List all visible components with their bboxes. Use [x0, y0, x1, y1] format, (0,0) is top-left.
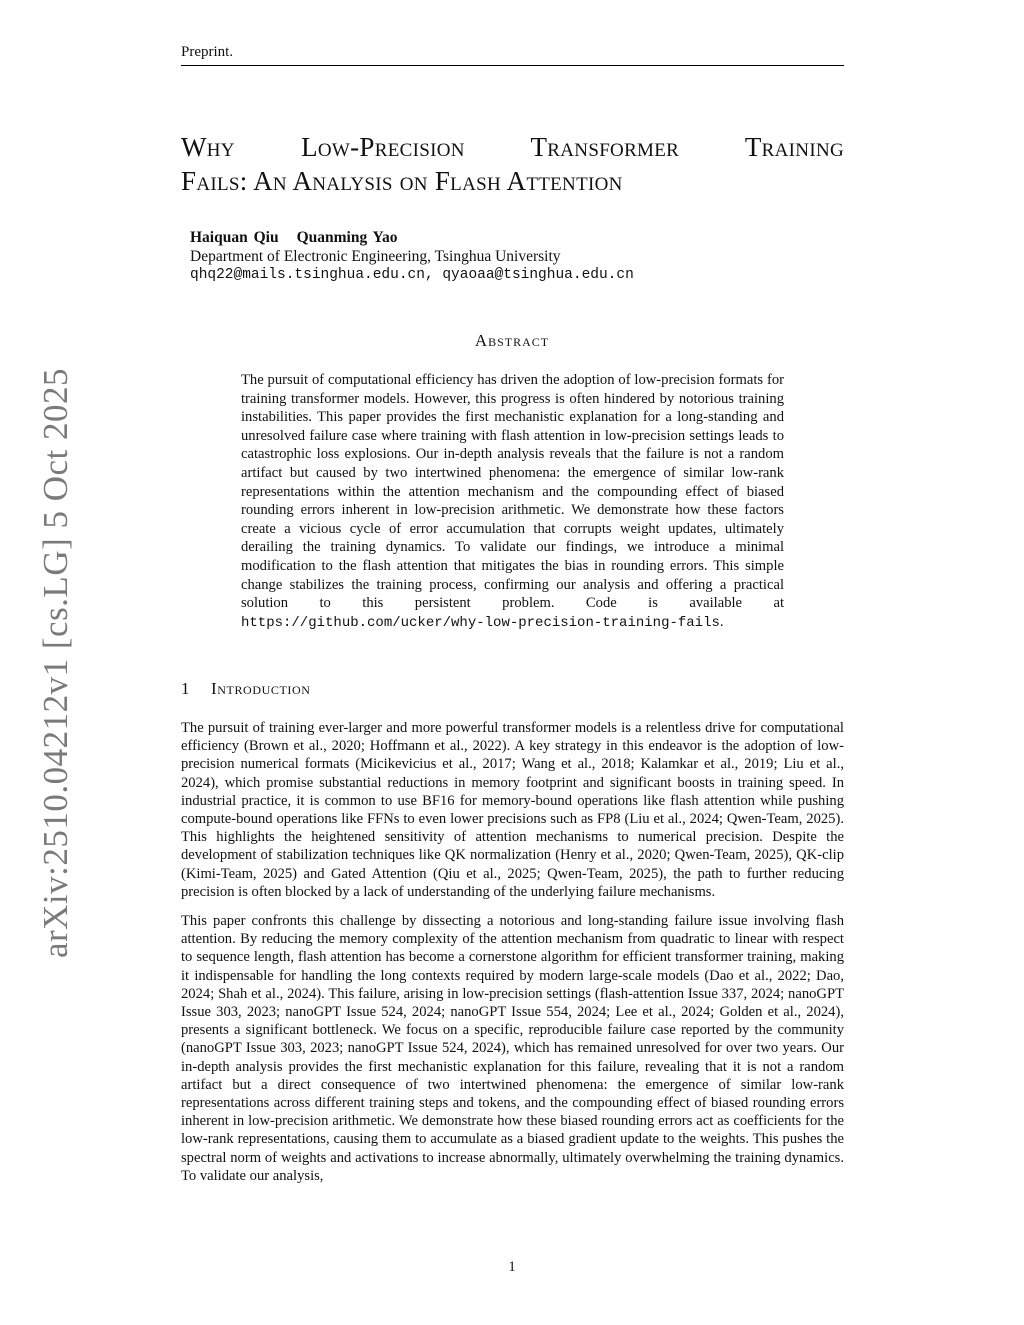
paragraph: This paper confronts this challenge by dissecting a notorious and long-standing failure issue involving flash attention. By reducing the memory complexity of the attention mechanism from quadratic to linear with respect to sequence length, flash attention has become a cornerstone algorithm for efficient transformer training, making it indispensable for handling the long contexts required by modern large-scale models (Dao et al., 2022; Dao, 2024; Shah et al., 2024). This failure, arising in low-precision settings (flash-attention Issue 337, 2024; nanoGPT Issue 303, 2023; nanoGPT Issue 524, 2024; nanoGPT Issue 554, 2024; Lee et al., 2024; Golden et al., 2024), presents a significant bottleneck. We focus on a specific, reproducible failure case reported by the community (nanoGPT Issue 303, 2023; nanoGPT Issue 524, 2024), which has remained unresolved for over two years. Our in-depth analysis provides the first mechanistic explanation for this failure, revealing that it is not a random artifact but a direct consequence of two intertwined phenomena: the emergence of similar low-rank representations across different training steps and tokens, and the compounding effect of biased rounding errors inherent in low-precision arithmetic. We demonstrate how these biased rounding errors act as coefficients for the low-rank representations, causing them to accumulate as a biased gradient update to the weights. This pushes the spectral norm of weights and activations to increase abnormally, ultimately overwhelming the training dynamics. To validate our analysis,	[181, 913, 844, 1184]
author-emails[interactable]: qhq22@mails.tsinghua.edu.cn, qyaoaa@tsinghua.edu.cn	[190, 267, 634, 283]
title-line-2: Fails: An Analysis on Flash Attention	[181, 166, 623, 196]
abstract-heading: Abstract	[474, 331, 550, 350]
section-number: 1	[181, 679, 191, 698]
section-title: Introduction	[211, 679, 311, 698]
running-header: Preprint.	[181, 44, 844, 66]
section-heading	[181, 679, 311, 699]
abstract-end: .	[719, 613, 724, 630]
author-name: Quanming Yao	[296, 229, 398, 246]
affiliation: Department of Electronic Engineering, Tsinghua University	[190, 248, 561, 265]
author-names	[190, 228, 830, 247]
paragraph: The pursuit of training ever-larger and more powerful transformer models is a relentless drive for computational efficiency (Brown et al., 2020; Hoffmann et al., 2022). A key strategy in this endeavor is the adoption of low-precision numerical formats (Micikevicius et al., 2017; Wang et al., 2018; Kalamkar et al., 2019; Liu et al., 2024), which promise substantial reductions in memory footprint and significant boosts in training speed. In industrial practice, it is common to use BF16 for memory-bound operations like flash attention while pushing compute-bound operations like FFNs to even lower precisions such as FP8 (Liu et al., 2024; Qwen-Team, 2025). This highlights the heightened sensitivity of attention mechanisms to numerical precision. Despite the development of stabilization techniques like QK normalization (Henry et al., 2020; Qwen-Team, 2025), QK-clip (Kimi-Team, 2025) and Gated Attention (Qiu et al., 2025; Qwen-Team, 2025), the path to further reducing precision is often blocked by a lack of understanding of the underlying failure mechanisms.	[181, 720, 844, 900]
code-link[interactable]: https://github.com/ucker/why-low-precision-training-fails	[241, 614, 720, 631]
author-name: Haiquan Qiu	[190, 229, 279, 246]
arxiv-stamp: arXiv:2510.04212v1 [cs.LG] 5 Oct 2025	[36, 367, 75, 959]
abstract-body	[241, 371, 784, 632]
abstract-text: The pursuit of computational efficiency has driven the adoption of low-precision formats for training transformer models. However, this progress is often hindered by notorious training instabilities. This paper provides the first mechanistic explanation for a long-standing and unresolved failure case where training with flash attention in low-precision settings leads to catastrophic loss explosions. Our in-depth analysis reveals that the failure is not a random artifact but caused by two intertwined phenomena: the emergence of similar low-rank representations within the attention mechanism and the compounding effect of biased rounding errors inherent in low-precision arithmetic. We demonstrate how these factors create a vicious cycle of error accumulation that corrupts weight updates, ultimately derailing the training dynamics. To validate our findings, we introduce a minimal modification to the flash attention that mitigates the bias in rounding errors. This simple change stabilizes the training process, confirming our analysis and offering a practical solution to this persistent problem. Code is available at	[241, 372, 784, 612]
section-body	[181, 719, 844, 1196]
paper-title	[181, 130, 844, 198]
author-block	[190, 228, 830, 285]
page-number: 1	[508, 1259, 516, 1275]
title-line-1: Why Low-Precision Transformer Training	[181, 132, 844, 162]
